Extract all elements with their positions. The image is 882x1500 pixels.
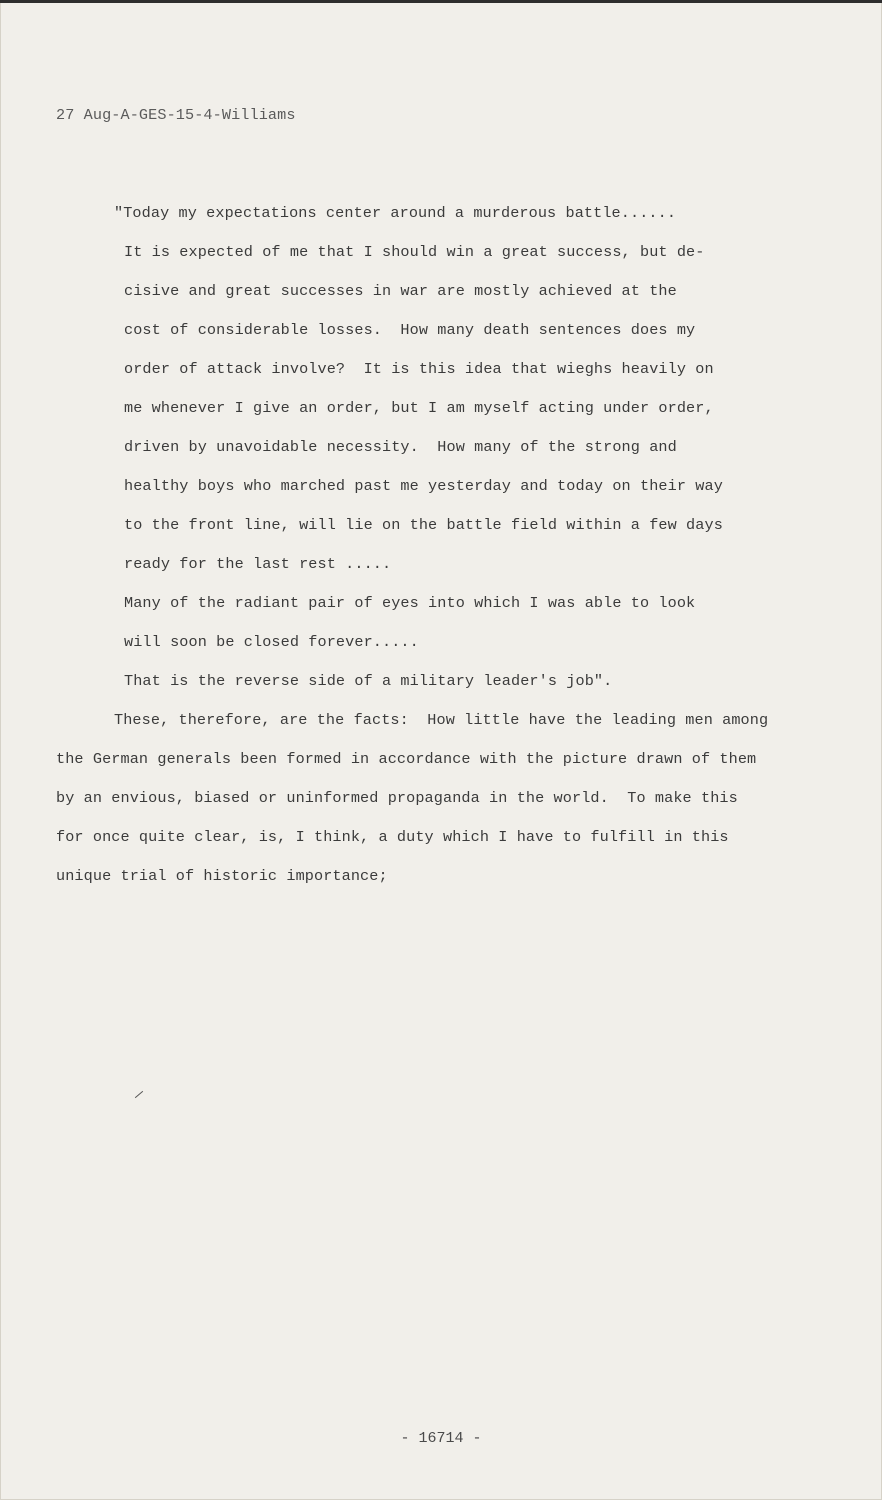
body-line: These, therefore, are the facts: How little have the leading men among xyxy=(114,711,769,729)
body-line: the German generals been formed in accordance with the picture drawn of them xyxy=(56,750,757,768)
quote-line: "Today my expectations center around a murderous battle...... xyxy=(114,204,677,222)
quote-line: cisive and great successes in war are mostly achieved at the xyxy=(124,282,677,300)
quote-line: me whenever I give an order, but I am myself acting under order, xyxy=(124,399,714,417)
page-top-edge xyxy=(0,0,882,3)
quote-line: order of attack involve? It is this idea that wieghs heavily on xyxy=(124,360,714,378)
quote-line: ready for the last rest ..... xyxy=(124,555,392,573)
quote-line: Many of the radiant pair of eyes into which I was able to look xyxy=(124,594,696,612)
quote-line: It is expected of me that I should win a great success, but de- xyxy=(124,243,705,261)
body-line: unique trial of historic importance; xyxy=(56,867,388,885)
body-line: by an envious, biased or uninformed propaganda in the world. To make this xyxy=(56,789,738,807)
document-header: 27 Aug-A-GES-15-4-Williams xyxy=(56,106,296,124)
body-line: for once quite clear, is, I think, a duty which I have to fulfill in this xyxy=(56,828,729,846)
page-number: - 16714 - xyxy=(400,1430,482,1447)
quote-line: cost of considerable losses. How many death sentences does my xyxy=(124,321,696,339)
quote-line: will soon be closed forever..... xyxy=(124,633,419,651)
quote-line: driven by unavoidable necessity. How many of the strong and xyxy=(124,438,677,456)
quote-line: to the front line, will lie on the battle field within a few days xyxy=(124,516,723,534)
quote-line: healthy boys who marched past me yesterday and today on their way xyxy=(124,477,723,495)
quote-line: That is the reverse side of a military leader's job". xyxy=(124,672,613,690)
stray-mark xyxy=(135,1091,143,1098)
